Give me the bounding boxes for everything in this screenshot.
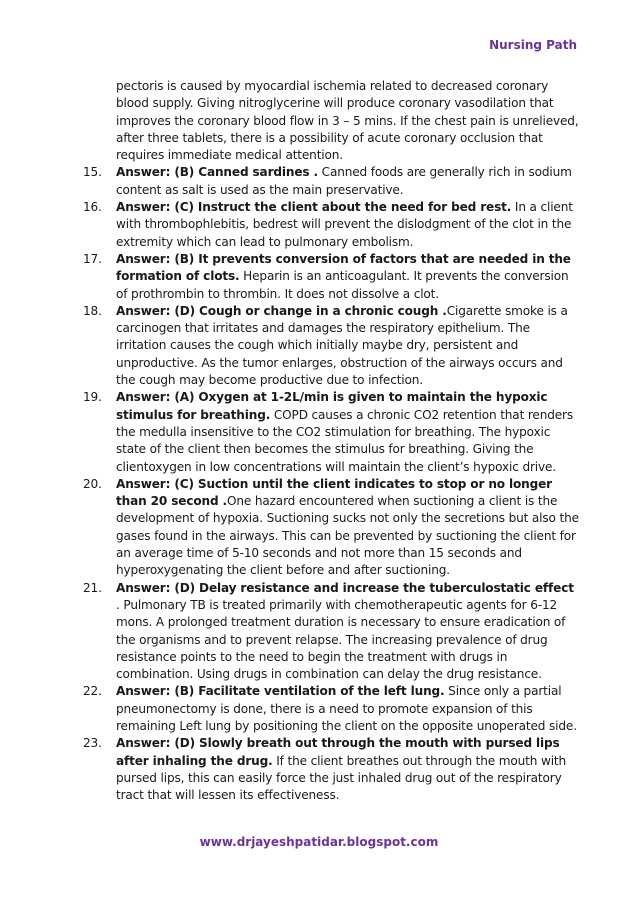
item-number: 21. [83,580,102,595]
list-item [83,389,580,475]
item-rationale: COPD causes a chronic CO2 retention that renders the medulla insensitive to the CO2 stimulation for breathing. The hypoxic state of the client then becomes the stimulus for breathing. Giving the clientoxygen in low concentrations will maintain the client’s hypoxic drive. [116,407,574,474]
item-number: 15. [83,165,102,180]
footer-url: www.drjayeshpatidar.blogspot.com [199,835,439,849]
item-answer: Answer: (D) Cough or change in a chronic cough . [116,303,447,318]
item-rationale: Heparin is an anticoagulant. It prevents the conversion of prothrombin to thrombin. It does not dissolve a clot. [116,269,569,301]
item-rationale: One hazard encountered when suctioning a client is the development of hypoxia. Suctioning sucks not only the secretions but also the gases found in the airways. This can be prevented by suctioning the client for an average time of 5-10 seconds and not more than 15 seconds and hyperoxygenating the client before and after suctioning. [116,494,579,578]
page-header-title: Nursing Path [489,38,577,52]
item-number: 23. [83,736,102,751]
item-number: 19. [83,390,102,405]
list-item [83,735,580,804]
item-answer: Answer: (B) Facilitate ventilation of the left lung. [116,684,445,699]
item-answer: Answer: (B) It prevents conversion of factors that are needed in the formation of clots. [116,251,571,284]
intro-paragraph: pectoris is caused by myocardial ischemia related to decreased coronary blood supply. Giving nitroglycerine will produce coronary vasodilation that improves the coronary blood flow in 3 – 5 mins. If the chest pain is unrelieved, after three tablets, there is a possibility of acute coronary occlusion that requires immediate medical attention. [116,79,579,163]
item-rationale: Cigarette smoke is a carcinogen that irritates and damages the respiratory epithelium. The irritation causes the cough which initially maybe dry, persistent and unproductive. As the tumor enlarges, obstruction of the airways occurs and the cough may become productive due to infection. [116,303,568,388]
list-item [83,199,580,251]
item-rationale: . Pulmonary TB is treated primarily with chemotherapeutic agents for 6-12 mons. A prolonged treatment duration is necessary to ensure eradication of the organisms and to prevent relapse. The increasing prevalence of drug resistance points to the need to begin the treatment with drugs in combination. Using drugs in combination can delay the drug resistance. [116,597,566,682]
item-number: 18. [83,303,102,318]
list-item [83,251,580,303]
item-rationale: Canned foods are generally rich in sodium content as salt is used as the main preservative. [116,165,572,197]
item-answer: Answer: (B) Canned sardines . [116,165,318,180]
list-item [83,476,580,580]
item-number: 22. [83,684,102,699]
list-item [83,683,580,735]
item-number: 17. [83,251,102,266]
item-rationale: In a client with thrombophlebitis, bedrest will prevent the dislodgment of the clot in the extremity which can lead to pulmonary embolism. [116,200,573,249]
item-rationale: Since only a partial pneumonectomy is done, there is a need to promote expansion of this remaining Left lung by positioning the client on the opposite unoperated side. [116,684,577,733]
item-answer: Answer: (C) Instruct the client about the need for bed rest. [116,200,512,215]
list-item [83,580,580,684]
item-number: 20. [83,476,102,491]
item-answer: Answer: (D) Delay resistance and increase the tuberculostatic effect [116,580,574,595]
list-item [83,164,580,199]
item-answer: Answer: (C) Suction until the client indicates to stop or no longer than 20 second . [116,476,552,509]
item-rationale: If the client breathes out through the mouth with pursed lips, this can easily force the just inhaled drug out of the respiratory tract that will lessen its effectiveness. [116,753,567,803]
item-answer: Answer: (D) Slowly breath out through the mouth with pursed lips after inhaling the drug. [116,736,560,768]
item-number: 16. [83,200,102,215]
item-answer: Answer: (A) Oxygen at 1-2L/min is given to maintain the hypoxic stimulus for breathing. [116,390,548,422]
list-item [83,303,580,389]
answer-list [83,78,580,804]
